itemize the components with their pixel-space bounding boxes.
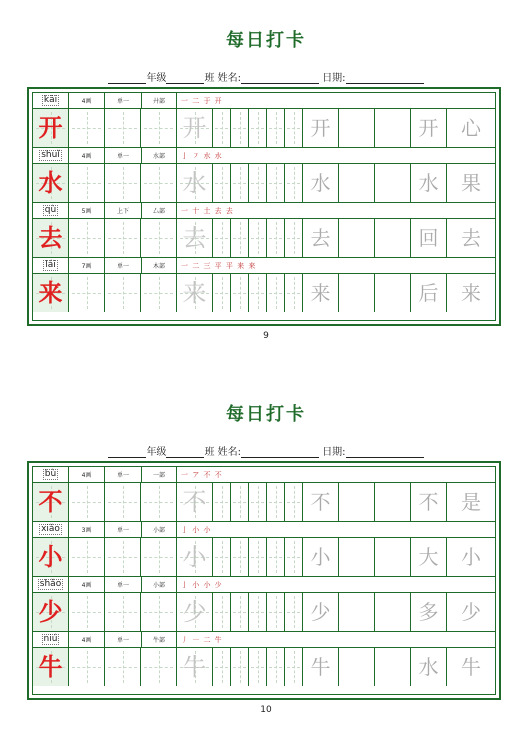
- stroke-order: 一 ア 不 不: [181, 470, 223, 479]
- pinyin: shuǐ: [33, 148, 69, 163]
- word-cell[interactable]: 后: [411, 274, 447, 312]
- page-number: 10: [260, 705, 272, 715]
- practice-cell[interactable]: [231, 109, 249, 147]
- practice-cell[interactable]: [285, 219, 303, 257]
- trace-cell[interactable]: 来: [177, 274, 213, 312]
- name-field[interactable]: [241, 72, 319, 84]
- copy-char-cell[interactable]: 牛: [303, 648, 339, 686]
- model-char-cell: 牛: [33, 648, 69, 686]
- radical: 一部: [142, 467, 177, 482]
- practice-cell[interactable]: [249, 274, 267, 312]
- page-title: 每日打卡: [226, 404, 306, 425]
- pinyin: bù: [33, 467, 69, 482]
- name-field[interactable]: [241, 446, 319, 458]
- radical: 水部: [142, 148, 177, 163]
- pinyin: shǎo: [33, 577, 69, 592]
- radical: 牛部: [142, 632, 177, 647]
- student-info-line: [0, 69, 532, 84]
- stroke-order: 亅 小 小 少: [181, 580, 223, 589]
- structure: 单一: [105, 258, 142, 273]
- practice-cell[interactable]: [105, 219, 141, 257]
- practice-cell[interactable]: [339, 274, 375, 312]
- practice-cell[interactable]: [375, 648, 411, 686]
- writing-grid-row: [33, 538, 495, 577]
- pinyin: qù: [33, 203, 69, 218]
- trace-cell[interactable]: 开: [177, 109, 213, 147]
- copy-char-cell[interactable]: 不: [303, 483, 339, 521]
- date-label: 日期:: [322, 73, 346, 84]
- copy-char-cell[interactable]: 去: [303, 219, 339, 257]
- copy-char-cell[interactable]: 开: [303, 109, 339, 147]
- practice-cell[interactable]: [267, 483, 285, 521]
- word-cell[interactable]: 心: [461, 116, 481, 140]
- practice-cell[interactable]: [339, 593, 375, 631]
- copy-char-cell[interactable]: 水: [303, 164, 339, 202]
- writing-grid-row: [33, 109, 495, 148]
- practice-cell[interactable]: [285, 648, 303, 686]
- name-label: 姓名:: [217, 73, 241, 84]
- practice-cell[interactable]: [69, 648, 105, 686]
- practice-cell[interactable]: [267, 648, 285, 686]
- practice-cell[interactable]: [285, 483, 303, 521]
- stroke-count: 5画: [69, 203, 105, 218]
- structure: 单一: [105, 148, 142, 163]
- stroke-order: 一 十 土 去 去: [181, 206, 234, 215]
- practice-cell[interactable]: [249, 109, 267, 147]
- practice-cell[interactable]: [141, 483, 177, 521]
- word-cell[interactable]: 大: [411, 538, 447, 576]
- writing-grid-row: [33, 483, 495, 522]
- practice-cell[interactable]: [69, 593, 105, 631]
- radical: 小部: [142, 577, 177, 592]
- practice-cell[interactable]: [375, 593, 411, 631]
- name-label: 姓名:: [217, 447, 241, 458]
- practice-cell[interactable]: [213, 648, 231, 686]
- word-cell[interactable]: 小: [461, 545, 481, 569]
- practice-cell[interactable]: [105, 483, 141, 521]
- practice-cell[interactable]: [249, 538, 267, 576]
- practice-cell[interactable]: [231, 483, 249, 521]
- student-info-line: [0, 443, 532, 458]
- practice-cell[interactable]: [105, 164, 141, 202]
- practice-cell[interactable]: [375, 219, 411, 257]
- practice-cell[interactable]: [105, 593, 141, 631]
- structure: 单一: [105, 632, 142, 647]
- structure: 单一: [105, 467, 142, 482]
- pinyin: niú: [33, 632, 69, 647]
- word-cell[interactable]: 少: [461, 600, 481, 624]
- word-cell[interactable]: 水: [411, 648, 447, 686]
- model-char-cell: 来: [33, 274, 69, 312]
- char-info-row: [33, 258, 495, 274]
- practice-cell[interactable]: [249, 593, 267, 631]
- radical: 木部: [142, 258, 177, 273]
- practice-cell[interactable]: [213, 593, 231, 631]
- practice-cell[interactable]: [339, 219, 375, 257]
- radical: 廾部: [142, 93, 177, 108]
- stroke-order: 亅 ㇇ 水 水: [181, 151, 223, 160]
- stroke-count: 4画: [69, 93, 105, 108]
- practice-cell[interactable]: [375, 274, 411, 312]
- practice-cell[interactable]: [231, 648, 249, 686]
- practice-cell[interactable]: [105, 538, 141, 576]
- practice-cell[interactable]: [69, 109, 105, 147]
- stroke-order: 丿 ㇐ 二 牛: [181, 635, 223, 644]
- page-number: 9: [263, 331, 269, 341]
- pinyin: lái: [33, 258, 69, 273]
- practice-cell[interactable]: [285, 538, 303, 576]
- stroke-count: 7画: [69, 258, 105, 273]
- word-cell[interactable]: 去: [461, 226, 481, 250]
- model-char-cell: 少: [33, 593, 69, 631]
- writing-grid-row: [33, 593, 495, 632]
- writing-grid-row: [33, 219, 495, 258]
- practice-cell[interactable]: [339, 164, 375, 202]
- practice-cell[interactable]: [339, 648, 375, 686]
- structure: 单一: [105, 522, 142, 537]
- stroke-count: 4画: [69, 148, 105, 163]
- practice-cell[interactable]: [267, 109, 285, 147]
- practice-cell[interactable]: [69, 274, 105, 312]
- structure: 上下: [105, 203, 142, 218]
- practice-table: [27, 87, 501, 326]
- practice-cell[interactable]: [141, 274, 177, 312]
- char-info-row: [33, 93, 495, 109]
- practice-cell[interactable]: [231, 274, 249, 312]
- practice-cell[interactable]: [339, 538, 375, 576]
- practice-cell[interactable]: [339, 109, 375, 147]
- practice-table: [27, 461, 501, 700]
- practice-cell[interactable]: [141, 109, 177, 147]
- char-info-row: [33, 148, 495, 164]
- stroke-count: 3画: [69, 522, 105, 537]
- model-char-cell: 水: [33, 164, 69, 202]
- worksheet-page-10: [0, 375, 532, 750]
- practice-cell[interactable]: [375, 109, 411, 147]
- writing-grid-row: [33, 648, 495, 686]
- structure: 单一: [105, 577, 142, 592]
- practice-cell[interactable]: [249, 648, 267, 686]
- pinyin: xiǎo: [33, 522, 69, 537]
- copy-char-cell[interactable]: 小: [303, 538, 339, 576]
- char-info-row: [33, 203, 495, 219]
- word-cell[interactable]: 不: [411, 483, 447, 521]
- char-info-row: [33, 522, 495, 538]
- class-label: 班: [204, 447, 215, 458]
- practice-cell[interactable]: [249, 219, 267, 257]
- word-cell[interactable]: 果: [461, 171, 481, 195]
- writing-grid-row: [33, 274, 495, 312]
- practice-cell[interactable]: [213, 164, 231, 202]
- trace-cell[interactable]: 水: [177, 164, 213, 202]
- stroke-count: 4画: [69, 632, 105, 647]
- practice-cell[interactable]: [141, 164, 177, 202]
- stroke-count: 4画: [69, 467, 105, 482]
- practice-cell[interactable]: [249, 483, 267, 521]
- practice-cell[interactable]: [105, 109, 141, 147]
- practice-cell[interactable]: [231, 219, 249, 257]
- practice-cell[interactable]: [69, 164, 105, 202]
- copy-char-cell[interactable]: 来: [303, 274, 339, 312]
- char-info-row: [33, 577, 495, 593]
- trace-cell[interactable]: 牛: [177, 648, 213, 686]
- stroke-order: 一 二 于 开: [181, 96, 223, 105]
- radical: 小部: [142, 522, 177, 537]
- model-char-cell: 开: [33, 109, 69, 147]
- practice-cell[interactable]: [69, 219, 105, 257]
- stroke-order: 亅 小 小: [181, 525, 212, 534]
- practice-cell[interactable]: [213, 109, 231, 147]
- stroke-count: 4画: [69, 577, 105, 592]
- writing-grid-row: [33, 164, 495, 203]
- practice-cell[interactable]: [213, 538, 231, 576]
- stroke-order: 一 二 三 平 平 来 来: [181, 261, 257, 270]
- practice-cell[interactable]: [213, 483, 231, 521]
- practice-cell[interactable]: [69, 538, 105, 576]
- practice-cell[interactable]: [267, 538, 285, 576]
- practice-cell[interactable]: [141, 593, 177, 631]
- practice-cell[interactable]: [69, 483, 105, 521]
- char-info-row: [33, 467, 495, 483]
- practice-cell[interactable]: [267, 274, 285, 312]
- grade-label: 年级: [146, 447, 167, 458]
- trace-cell[interactable]: 不: [177, 483, 213, 521]
- word-cell[interactable]: 水: [411, 164, 447, 202]
- practice-cell[interactable]: [375, 538, 411, 576]
- practice-cell[interactable]: [375, 164, 411, 202]
- model-char-cell: 小: [33, 538, 69, 576]
- date-field[interactable]: [346, 446, 424, 458]
- class-label: 班: [204, 73, 215, 84]
- model-char-cell: 去: [33, 219, 69, 257]
- practice-cell[interactable]: [213, 274, 231, 312]
- radical: 厶部: [142, 203, 177, 218]
- date-label: 日期:: [322, 447, 346, 458]
- date-field[interactable]: [346, 72, 424, 84]
- practice-cell[interactable]: [339, 483, 375, 521]
- copy-char-cell[interactable]: 少: [303, 593, 339, 631]
- practice-cell[interactable]: [375, 483, 411, 521]
- worksheet-page-9: [0, 0, 532, 375]
- word-cell[interactable]: 多: [411, 593, 447, 631]
- practice-cell[interactable]: [231, 593, 249, 631]
- practice-cell[interactable]: [285, 109, 303, 147]
- practice-cell[interactable]: [105, 648, 141, 686]
- practice-cell[interactable]: [231, 538, 249, 576]
- word-cell[interactable]: 是: [461, 490, 481, 514]
- practice-cell[interactable]: [285, 274, 303, 312]
- practice-cell[interactable]: [105, 274, 141, 312]
- trace-cell[interactable]: 去: [177, 219, 213, 257]
- pinyin: kāi: [33, 93, 69, 108]
- model-char-cell: 不: [33, 483, 69, 521]
- practice-cell[interactable]: [285, 164, 303, 202]
- practice-cell[interactable]: [141, 219, 177, 257]
- practice-cell[interactable]: [141, 648, 177, 686]
- trace-cell[interactable]: 小: [177, 538, 213, 576]
- practice-cell[interactable]: [213, 219, 231, 257]
- trace-cell[interactable]: 少: [177, 593, 213, 631]
- page-title: 每日打卡: [226, 30, 306, 51]
- practice-cell[interactable]: [231, 164, 249, 202]
- grade-label: 年级: [146, 73, 167, 84]
- word-cell[interactable]: 来: [461, 281, 481, 305]
- practice-cell[interactable]: [267, 593, 285, 631]
- word-cell[interactable]: 开: [411, 109, 447, 147]
- word-cell[interactable]: 牛: [461, 655, 481, 679]
- practice-cell[interactable]: [141, 538, 177, 576]
- practice-cell[interactable]: [285, 593, 303, 631]
- practice-cell[interactable]: [267, 219, 285, 257]
- word-cell[interactable]: 回: [411, 219, 447, 257]
- practice-cell[interactable]: [249, 164, 267, 202]
- practice-cell[interactable]: [267, 164, 285, 202]
- char-info-row: [33, 632, 495, 648]
- structure: 单一: [105, 93, 142, 108]
